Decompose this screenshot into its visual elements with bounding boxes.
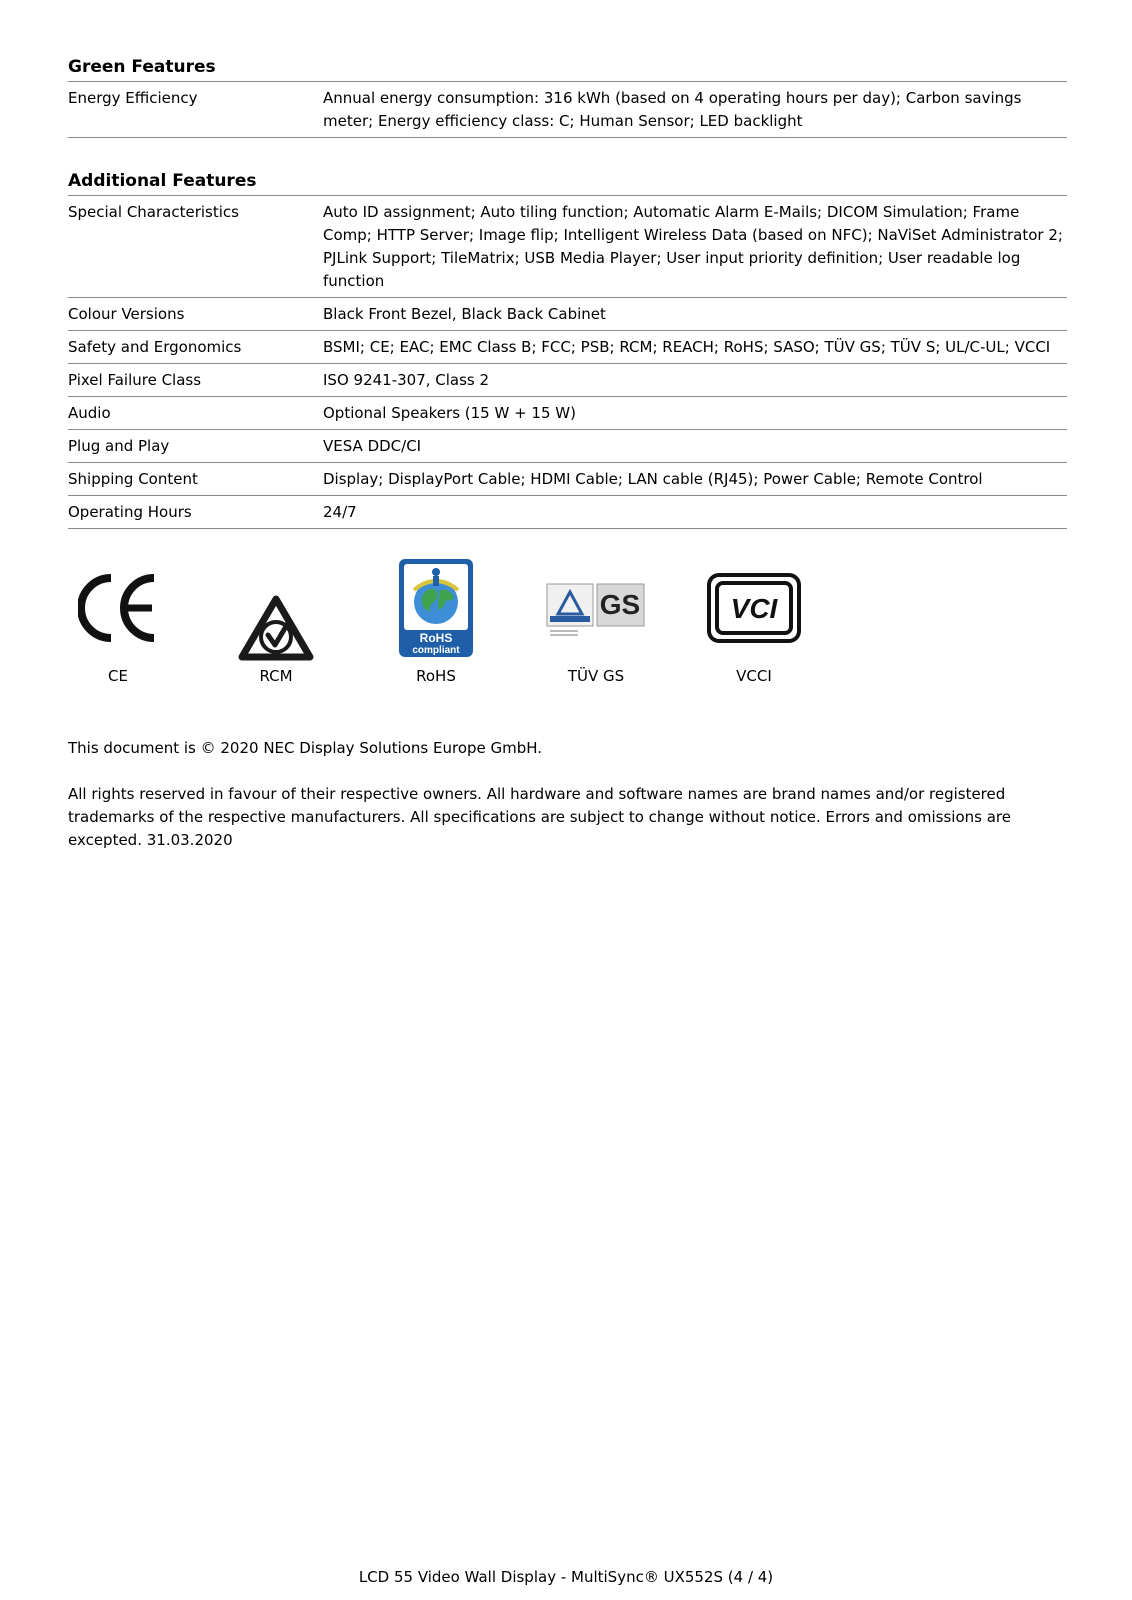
spec-label: Pixel Failure Class: [68, 364, 323, 397]
additional-features-table: [68, 196, 1067, 529]
table-row: [68, 496, 1067, 529]
gs-badge-text: GS: [599, 589, 641, 620]
table-row: [68, 298, 1067, 331]
rcm-mark-icon: [236, 593, 316, 663]
table-row: [68, 397, 1067, 430]
table-row: [68, 82, 1067, 138]
certification-logos: [68, 558, 1067, 708]
spec-value: Display; DisplayPort Cable; HDMI Cable; LAN cable (RJ45); Power Cable; Remote Control: [323, 463, 1067, 496]
logo-rohs: [386, 558, 486, 686]
spec-label: Special Characteristics: [68, 196, 323, 298]
logo-caption: VCCI: [736, 667, 772, 685]
logo-caption: CE: [108, 667, 128, 685]
ce-mark-icon: [78, 572, 158, 644]
rohs-badge-text: RoHS: [419, 631, 453, 645]
rights-notice: All rights reserved in favour of their respective owners. All hardware and software names are brand names and/or registered trademarks of the respective manufacturers. All specifications are subject to change without notice. Errors and omissions are excepted. 31.03.2020: [68, 785, 1011, 849]
logo-caption: TÜV GS: [567, 667, 625, 685]
table-row: [68, 196, 1067, 298]
spec-value: Optional Speakers (15 W + 15 W): [323, 397, 1067, 430]
vcci-mark-icon: [706, 572, 802, 644]
spec-value: BSMI; CE; EAC; EMC Class B; FCC; PSB; RCM; REACH; RoHS; SASO; TÜV GS; TÜV S; UL/C-UL; VCCI: [323, 331, 1067, 364]
section-title-additional-features: Additional Features: [68, 167, 1067, 196]
table-row: [68, 463, 1067, 496]
spec-value: Annual energy consumption: 316 kWh (based on 4 operating hours per day); Carbon savings meter; Energy efficiency class: C; Human Sensor; LED backlight: [323, 82, 1067, 138]
table-row: [68, 430, 1067, 463]
spec-value: 24/7: [323, 496, 1067, 529]
logo-vcci: [704, 558, 804, 686]
spec-label: Energy Efficiency: [68, 82, 323, 138]
document-body: [68, 53, 1067, 852]
vcci-badge-text: VCI: [730, 593, 778, 624]
page-footer: LCD 55 Video Wall Display - MultiSync® UX552S (4 / 4): [358, 1568, 774, 1586]
logo-rcm: [226, 558, 326, 686]
spec-label: Operating Hours: [68, 496, 323, 529]
copyright-notice: This document is © 2020 NEC Display Solutions Europe GmbH.: [68, 739, 543, 757]
spec-label: Plug and Play: [68, 430, 323, 463]
rohs-compliant-icon: [398, 558, 474, 658]
logo-tuv-gs: [546, 558, 646, 686]
spec-value: VESA DDC/CI: [323, 430, 1067, 463]
spec-value: Black Front Bezel, Black Back Cabinet: [323, 298, 1067, 331]
spec-label: Safety and Ergonomics: [68, 331, 323, 364]
spec-value: Auto ID assignment; Auto tiling function; Automatic Alarm E-Mails; DICOM Simulation; Frame Comp; HTTP Server; Image flip; Intelligent Wireless Data (based on NFC); NaViSet Administrator 2; PJLink Support; TileMatrix; USB Media Player; User input priority definition; User readable log function: [323, 196, 1067, 298]
spec-label: Shipping Content: [68, 463, 323, 496]
tuv-gs-icon: [546, 576, 646, 640]
logo-caption: RoHS: [416, 667, 456, 685]
spec-value: ISO 9241-307, Class 2: [323, 364, 1067, 397]
section-title-green-features: Green Features: [68, 53, 1067, 82]
spec-label: Colour Versions: [68, 298, 323, 331]
green-features-table: [68, 82, 1067, 138]
spec-label: Audio: [68, 397, 323, 430]
logo-ce: [68, 558, 168, 686]
logo-caption: RCM: [259, 667, 293, 685]
table-row: [68, 331, 1067, 364]
rohs-badge-text-2: compliant: [412, 645, 460, 656]
table-row: [68, 364, 1067, 397]
